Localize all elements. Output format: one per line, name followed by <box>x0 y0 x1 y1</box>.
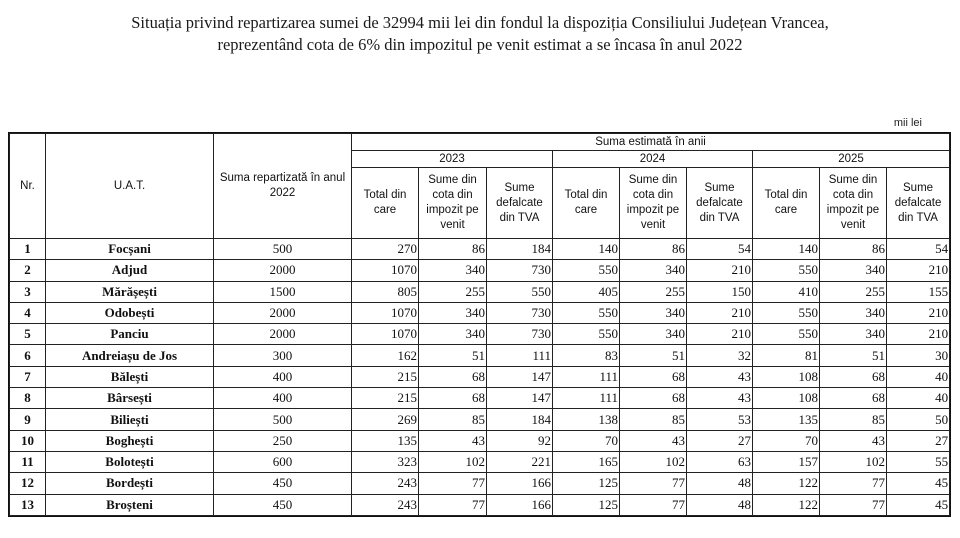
total-2025: 550 <box>753 302 820 323</box>
cota-2024: 340 <box>620 260 687 281</box>
total-2024: 83 <box>553 345 620 366</box>
total-2025: 140 <box>753 239 820 260</box>
row-number: 13 <box>10 494 46 515</box>
table-row <box>10 494 950 515</box>
amount-2022: 600 <box>214 451 352 472</box>
cota-2023: 68 <box>419 366 487 387</box>
row-number: 11 <box>10 451 46 472</box>
total-2024: 125 <box>553 473 620 494</box>
uat-name: Bordești <box>46 473 214 494</box>
cota-2024: 255 <box>620 281 687 302</box>
cota-2025: 68 <box>820 366 887 387</box>
allocation-table <box>9 133 950 516</box>
total-2025: 70 <box>753 430 820 451</box>
row-number: 6 <box>10 345 46 366</box>
cota-2024: 340 <box>620 324 687 345</box>
total-2025: 108 <box>753 388 820 409</box>
tva-2025: 45 <box>887 494 950 515</box>
cota-2024: 77 <box>620 473 687 494</box>
total-2024: 550 <box>553 260 620 281</box>
header-tva: Sume defalcate din TVA <box>887 168 950 239</box>
header-total: Total din care <box>352 168 419 239</box>
header-tva: Sume defalcate din TVA <box>687 168 753 239</box>
amount-2022: 450 <box>214 473 352 494</box>
tva-2025: 155 <box>887 281 950 302</box>
table-row <box>10 324 950 345</box>
tva-2025: 55 <box>887 451 950 472</box>
table-row <box>10 345 950 366</box>
tva-2023: 147 <box>487 366 553 387</box>
amount-2022: 1500 <box>214 281 352 302</box>
row-number: 10 <box>10 430 46 451</box>
header-cota-impozit: Sume din cota din impozit pe venit <box>419 168 487 239</box>
header-estimated: Suma estimată în anii <box>352 134 950 151</box>
cota-2025: 68 <box>820 388 887 409</box>
cota-2023: 86 <box>419 239 487 260</box>
cota-2023: 85 <box>419 409 487 430</box>
cota-2024: 102 <box>620 451 687 472</box>
uat-name: Bârsești <box>46 388 214 409</box>
total-2024: 165 <box>553 451 620 472</box>
uat-name: Odobești <box>46 302 214 323</box>
total-2023: 1070 <box>352 302 419 323</box>
uat-name: Focșani <box>46 239 214 260</box>
row-number: 9 <box>10 409 46 430</box>
table-row <box>10 281 950 302</box>
cota-2023: 340 <box>419 260 487 281</box>
cota-2023: 51 <box>419 345 487 366</box>
total-2025: 550 <box>753 260 820 281</box>
header-year-2023: 2023 <box>352 151 553 168</box>
tva-2024: 48 <box>687 494 753 515</box>
title-line-1: Situația privind repartizarea sumei de 32994 mii lei din fondul la dispoziția Consiliului Județean Vrancea, <box>131 13 829 32</box>
tva-2023: 550 <box>487 281 553 302</box>
amount-2022: 2000 <box>214 324 352 345</box>
cota-2023: 340 <box>419 302 487 323</box>
header-total: Total din care <box>753 168 820 239</box>
header-year-2024: 2024 <box>553 151 753 168</box>
table-row <box>10 260 950 281</box>
table-row <box>10 473 950 494</box>
tva-2023: 730 <box>487 302 553 323</box>
amount-2022: 2000 <box>214 260 352 281</box>
cota-2025: 85 <box>820 409 887 430</box>
tva-2025: 54 <box>887 239 950 260</box>
tva-2024: 210 <box>687 324 753 345</box>
tva-2025: 30 <box>887 345 950 366</box>
table-row <box>10 388 950 409</box>
cota-2023: 255 <box>419 281 487 302</box>
tva-2024: 43 <box>687 388 753 409</box>
uat-name: Boghești <box>46 430 214 451</box>
tva-2023: 166 <box>487 494 553 515</box>
table-row <box>10 451 950 472</box>
tva-2024: 53 <box>687 409 753 430</box>
tva-2023: 184 <box>487 239 553 260</box>
unit-label: mii lei <box>893 117 922 129</box>
amount-2022: 250 <box>214 430 352 451</box>
header-cota-impozit: Sume din cota din impozit pe venit <box>620 168 687 239</box>
total-2023: 323 <box>352 451 419 472</box>
tva-2024: 210 <box>687 302 753 323</box>
total-2025: 135 <box>753 409 820 430</box>
total-2025: 81 <box>753 345 820 366</box>
cota-2024: 51 <box>620 345 687 366</box>
total-2024: 405 <box>553 281 620 302</box>
tva-2023: 111 <box>487 345 553 366</box>
total-2023: 1070 <box>352 260 419 281</box>
cota-2025: 340 <box>820 302 887 323</box>
row-number: 3 <box>10 281 46 302</box>
cota-2025: 77 <box>820 473 887 494</box>
total-2023: 162 <box>352 345 419 366</box>
tva-2025: 210 <box>887 302 950 323</box>
tva-2025: 50 <box>887 409 950 430</box>
total-2025: 108 <box>753 366 820 387</box>
cota-2024: 340 <box>620 302 687 323</box>
tva-2023: 730 <box>487 324 553 345</box>
row-number: 1 <box>10 239 46 260</box>
uat-name: Mărășești <box>46 281 214 302</box>
total-2023: 243 <box>352 473 419 494</box>
total-2024: 550 <box>553 324 620 345</box>
uat-name: Bălești <box>46 366 214 387</box>
row-number: 12 <box>10 473 46 494</box>
cota-2024: 68 <box>620 366 687 387</box>
total-2023: 269 <box>352 409 419 430</box>
total-2024: 125 <box>553 494 620 515</box>
tva-2025: 40 <box>887 388 950 409</box>
cota-2025: 340 <box>820 324 887 345</box>
tva-2025: 40 <box>887 366 950 387</box>
cota-2025: 51 <box>820 345 887 366</box>
total-2024: 70 <box>553 430 620 451</box>
total-2023: 270 <box>352 239 419 260</box>
total-2023: 215 <box>352 388 419 409</box>
tva-2023: 147 <box>487 388 553 409</box>
table-row <box>10 430 950 451</box>
table-row <box>10 409 950 430</box>
tva-2024: 210 <box>687 260 753 281</box>
table-row <box>10 302 950 323</box>
cota-2024: 85 <box>620 409 687 430</box>
tva-2024: 54 <box>687 239 753 260</box>
total-2025: 122 <box>753 473 820 494</box>
amount-2022: 400 <box>214 366 352 387</box>
row-number: 5 <box>10 324 46 345</box>
header-uat: U.A.T. <box>46 134 214 239</box>
cota-2025: 43 <box>820 430 887 451</box>
total-2025: 410 <box>753 281 820 302</box>
cota-2024: 68 <box>620 388 687 409</box>
cota-2023: 68 <box>419 388 487 409</box>
uat-name: Adjud <box>46 260 214 281</box>
total-2023: 1070 <box>352 324 419 345</box>
tva-2024: 63 <box>687 451 753 472</box>
document-title <box>0 12 960 56</box>
cota-2023: 340 <box>419 324 487 345</box>
cota-2024: 77 <box>620 494 687 515</box>
cota-2023: 43 <box>419 430 487 451</box>
total-2023: 805 <box>352 281 419 302</box>
table-row <box>10 366 950 387</box>
cota-2023: 77 <box>419 494 487 515</box>
cota-2023: 102 <box>419 451 487 472</box>
uat-name: Broșteni <box>46 494 214 515</box>
total-2025: 157 <box>753 451 820 472</box>
total-2024: 138 <box>553 409 620 430</box>
total-2024: 550 <box>553 302 620 323</box>
header-tva: Sume defalcate din TVA <box>487 168 553 239</box>
uat-name: Bolotești <box>46 451 214 472</box>
tva-2024: 150 <box>687 281 753 302</box>
tva-2024: 32 <box>687 345 753 366</box>
tva-2023: 184 <box>487 409 553 430</box>
total-2025: 550 <box>753 324 820 345</box>
cota-2024: 43 <box>620 430 687 451</box>
total-2023: 135 <box>352 430 419 451</box>
total-2025: 122 <box>753 494 820 515</box>
uat-name: Biliești <box>46 409 214 430</box>
header-total: Total din care <box>553 168 620 239</box>
tva-2024: 27 <box>687 430 753 451</box>
tva-2025: 45 <box>887 473 950 494</box>
uat-name: Andreiașu de Jos <box>46 345 214 366</box>
table-body <box>10 239 950 516</box>
tva-2023: 221 <box>487 451 553 472</box>
tva-2024: 48 <box>687 473 753 494</box>
row-number: 4 <box>10 302 46 323</box>
header-year-2025: 2025 <box>753 151 950 168</box>
header-suma-2022: Suma repartizată în anul 2022 <box>214 134 352 239</box>
total-2024: 111 <box>553 388 620 409</box>
total-2024: 111 <box>553 366 620 387</box>
tva-2024: 43 <box>687 366 753 387</box>
row-number: 2 <box>10 260 46 281</box>
cota-2025: 77 <box>820 494 887 515</box>
row-number: 8 <box>10 388 46 409</box>
tva-2025: 27 <box>887 430 950 451</box>
tva-2025: 210 <box>887 324 950 345</box>
cota-2024: 86 <box>620 239 687 260</box>
amount-2022: 400 <box>214 388 352 409</box>
tva-2023: 166 <box>487 473 553 494</box>
cota-2025: 255 <box>820 281 887 302</box>
header-nr: Nr. <box>10 134 46 239</box>
cota-2025: 86 <box>820 239 887 260</box>
cota-2025: 340 <box>820 260 887 281</box>
uat-name: Panciu <box>46 324 214 345</box>
cota-2023: 77 <box>419 473 487 494</box>
amount-2022: 500 <box>214 239 352 260</box>
amount-2022: 300 <box>214 345 352 366</box>
cota-2025: 102 <box>820 451 887 472</box>
amount-2022: 450 <box>214 494 352 515</box>
total-2024: 140 <box>553 239 620 260</box>
amount-2022: 500 <box>214 409 352 430</box>
total-2023: 215 <box>352 366 419 387</box>
tva-2023: 730 <box>487 260 553 281</box>
tva-2023: 92 <box>487 430 553 451</box>
amount-2022: 2000 <box>214 302 352 323</box>
header-cota-impozit: Sume din cota din impozit pe venit <box>820 168 887 239</box>
total-2023: 243 <box>352 494 419 515</box>
row-number: 7 <box>10 366 46 387</box>
title-line-2: reprezentând cota de 6% din impozitul pe venit estimat a se încasa în anul 2022 <box>217 35 743 54</box>
table-row <box>10 239 950 260</box>
tva-2025: 210 <box>887 260 950 281</box>
